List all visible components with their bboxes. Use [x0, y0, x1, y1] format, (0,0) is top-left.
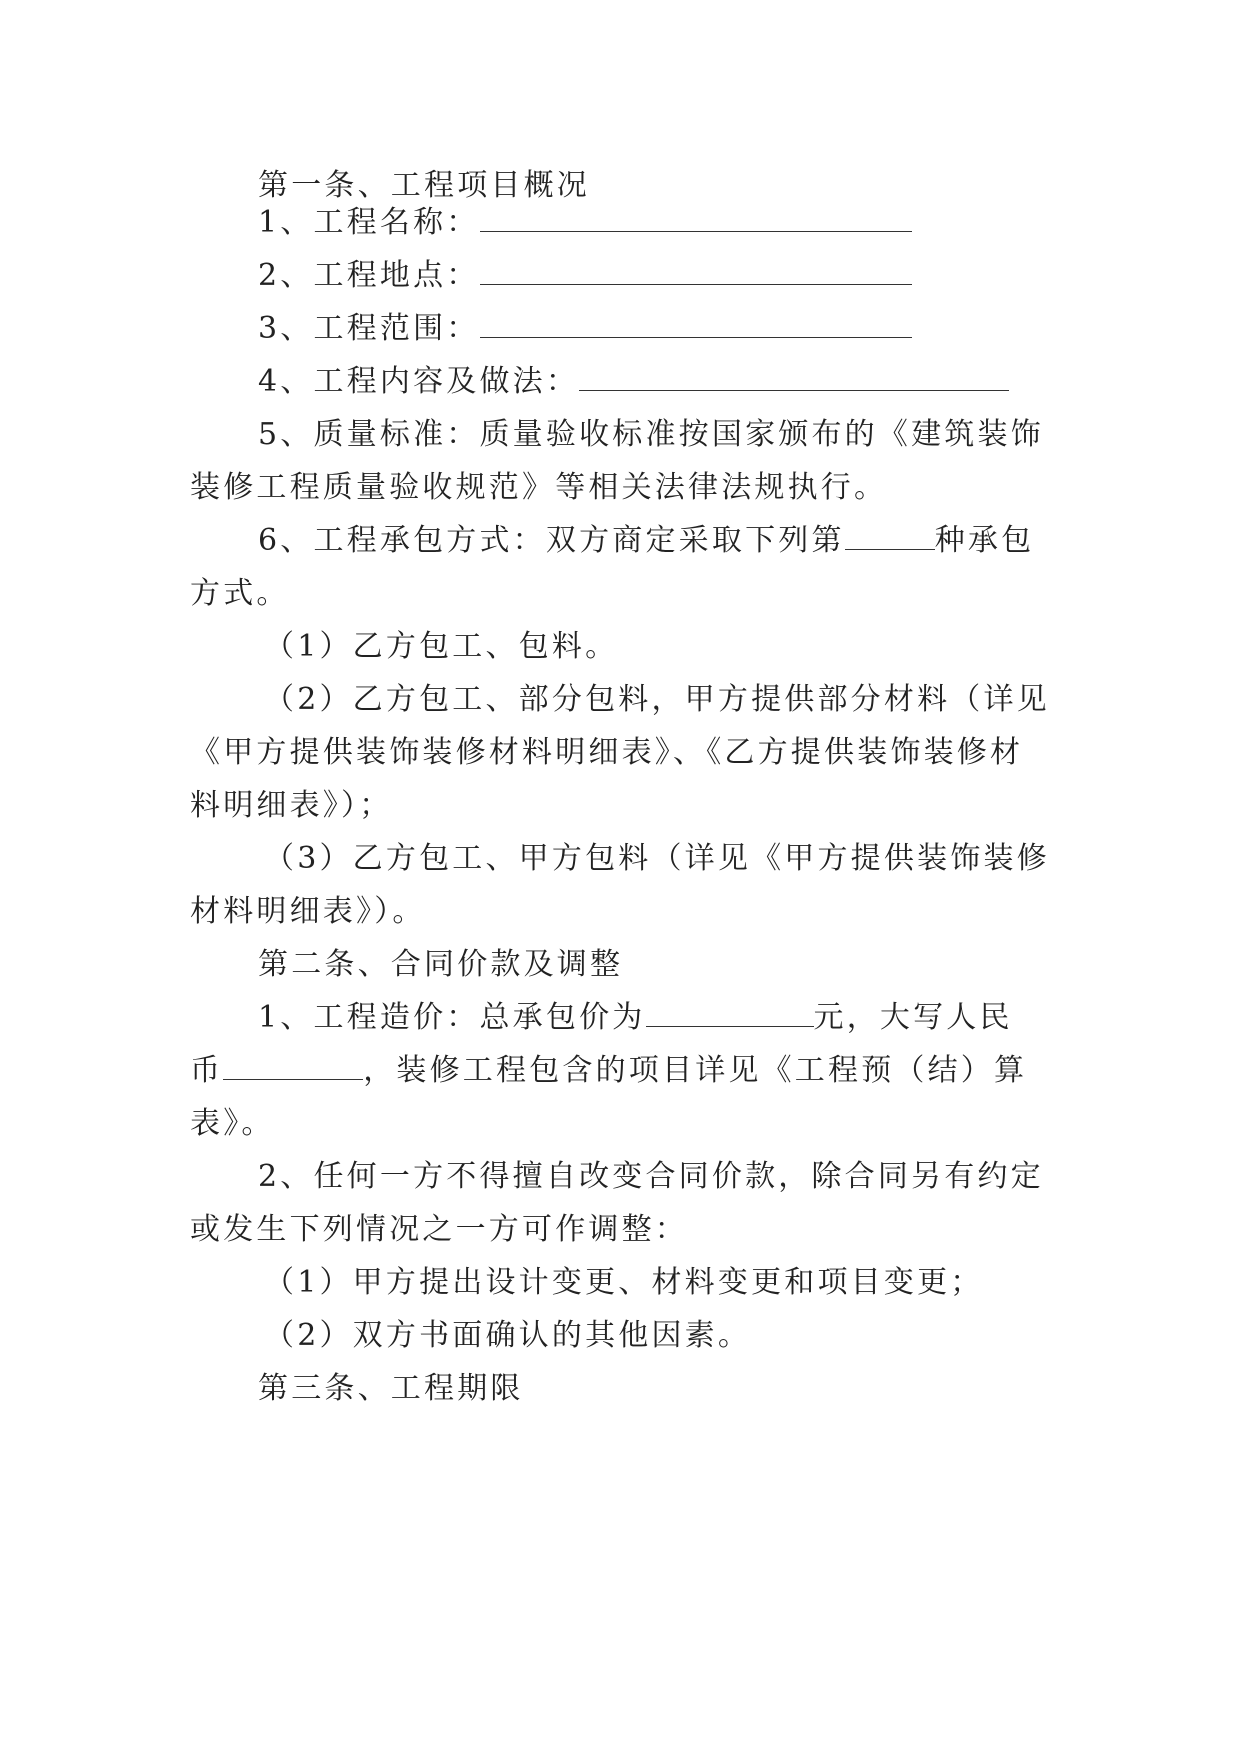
heading-text: 第一条、工程项目概况: [258, 168, 590, 203]
quality-standard-line-1: [258, 415, 1044, 455]
contract-method-blank[interactable]: [845, 525, 935, 550]
paragraph-text: 表》。: [190, 1106, 275, 1141]
price-line-3: [190, 1104, 275, 1144]
project-location-blank[interactable]: [480, 260, 912, 285]
option-text: （2）双方书面确认的其他因素。: [264, 1318, 752, 1353]
field-label: 1、工程名称：: [258, 205, 480, 240]
paragraph-text: 5、质量标准：质量验收标准按国家颁布的《建筑装饰: [258, 417, 1044, 452]
project-location-line: [258, 256, 912, 296]
paragraph-text: 1、工程造价：总承包价为: [258, 1000, 646, 1035]
paragraph-text: 6、工程承包方式：双方商定采取下列第: [258, 523, 845, 558]
project-name-blank[interactable]: [480, 207, 912, 232]
project-name-line: [258, 203, 912, 243]
contract-method-line-1: [258, 521, 1034, 561]
adjustment-option-1: [264, 1263, 984, 1303]
option-text: （3）乙方包工、甲方包料（详见《甲方提供装饰装修: [264, 841, 1050, 876]
paragraph-text: 2、任何一方不得擅自改变合同价款，除合同另有约定: [258, 1159, 1044, 1194]
method-option-2-line-1: [264, 680, 1050, 720]
field-label: 4、工程内容及做法：: [258, 364, 580, 399]
field-label: 2、工程地点：: [258, 258, 480, 293]
option-text: 料明细表》）；: [190, 788, 393, 823]
paragraph-text: 币: [190, 1053, 224, 1088]
option-text: （2）乙方包工、部分包料，甲方提供部分材料（详见: [264, 682, 1050, 717]
method-option-1: [264, 627, 618, 667]
method-option-3-line-2: [190, 892, 426, 932]
heading-text: 第二条、合同价款及调整: [258, 947, 624, 982]
quality-standard-line-2: [190, 468, 887, 508]
paragraph-text: 方式。: [190, 576, 290, 611]
adjustment-option-2: [264, 1316, 751, 1356]
price-line-1: [258, 998, 1013, 1038]
option-text: 《甲方提供装饰装修材料明细表》、《乙方提供装饰装修材: [190, 735, 1024, 770]
project-scope-blank[interactable]: [480, 313, 912, 338]
adjustment-line-2: [190, 1210, 688, 1250]
section-heading-2: [258, 945, 623, 985]
paragraph-text: ，装修工程包含的项目详见《工程预（结）算: [363, 1053, 1028, 1088]
total-price-blank[interactable]: [646, 1002, 814, 1027]
field-label: 3、工程范围：: [258, 311, 480, 346]
paragraph-text: 种承包: [934, 523, 1035, 558]
paragraph-text: 装修工程质量验收规范》等相关法律法规执行。: [190, 470, 888, 505]
project-content-line: [258, 362, 1009, 402]
project-content-blank[interactable]: [579, 366, 1009, 391]
section-heading-3: [258, 1369, 524, 1409]
method-option-2-line-3: [190, 786, 392, 826]
method-option-2-line-2: [190, 733, 1023, 773]
method-option-3-line-1: [264, 839, 1050, 879]
paragraph-text: 元，大写人民: [813, 1000, 1013, 1035]
option-text: （1）乙方包工、包料。: [264, 629, 619, 664]
project-scope-line: [258, 309, 912, 349]
heading-text: 第三条、工程期限: [258, 1371, 524, 1406]
section-heading-1: [258, 166, 590, 206]
adjustment-line-1: [258, 1157, 1044, 1197]
option-text: （1）甲方提出设计变更、材料变更和项目变更；: [264, 1265, 984, 1300]
contract-method-line-2: [190, 574, 290, 614]
price-in-words-blank[interactable]: [223, 1055, 363, 1080]
price-line-2: [190, 1051, 1027, 1091]
option-text: 材料明细表》）。: [190, 894, 426, 929]
paragraph-text: 或发生下列情况之一方可作调整：: [190, 1212, 688, 1247]
